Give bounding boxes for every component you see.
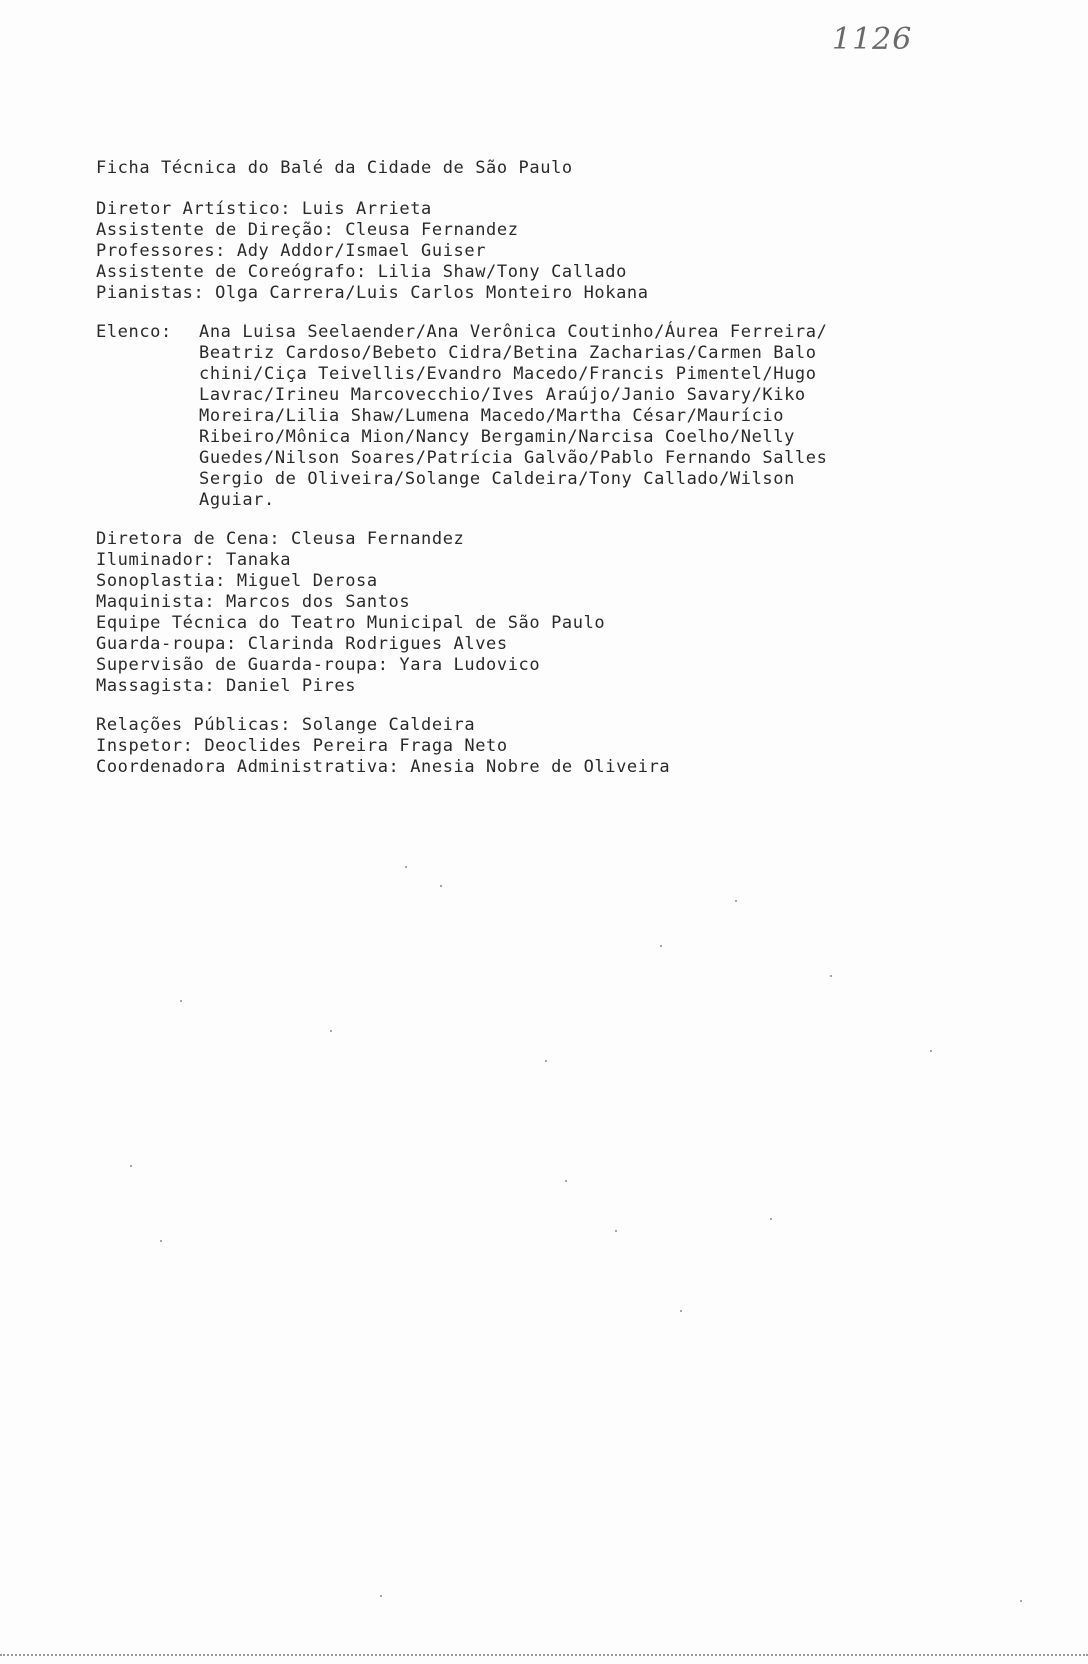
administration-line: Relações Públicas: Solange Caldeira (96, 715, 476, 735)
scan-speck (660, 945, 662, 947)
scan-speck (440, 885, 442, 887)
direction-line: Assistente de Coreógrafo: Lilia Shaw/Tony Callado (96, 262, 627, 282)
direction-line: Assistente de Direção: Cleusa Fernandez (96, 220, 519, 240)
cast-line: Sergio de Oliveira/Solange Caldeira/Tony Callado/Wilson (199, 469, 795, 489)
scan-speck (130, 1165, 132, 1167)
cast-line: Guedes/Nilson Soares/Patrícia Galvão/Pablo Fernando Salles (199, 448, 828, 468)
direction-line: Professores: Ady Addor/Ismael Guiser (96, 241, 487, 261)
scan-speck (565, 1180, 567, 1182)
direction-section (96, 199, 976, 304)
scan-speck (160, 1240, 162, 1242)
handwritten-page-number: 1126 (832, 22, 913, 57)
direction-line: Diretor Artístico: Luis Arrieta (96, 199, 432, 219)
administration-line: Inspetor: Deoclides Pereira Fraga Neto (96, 736, 508, 756)
document-title: Ficha Técnica do Balé da Cidade de São Paulo (96, 158, 573, 178)
technical-line: Maquinista: Marcos dos Santos (96, 592, 411, 612)
cast-list (199, 322, 976, 511)
cast-section (96, 322, 976, 511)
technical-line: Guarda-roupa: Clarinda Rodrigues Alves (96, 634, 508, 654)
technical-line: Diretora de Cena: Cleusa Fernandez (96, 529, 465, 549)
scan-speck (1020, 1600, 1022, 1602)
cast-line: Aguiar. (199, 490, 275, 510)
scan-speck (770, 1218, 772, 1220)
technical-line: Iluminador: Tanaka (96, 550, 292, 570)
cast-line: Ribeiro/Mônica Mion/Nancy Bergamin/Narcisa Coelho/Nelly (199, 427, 795, 447)
document-body (96, 158, 976, 796)
scan-speck (615, 1230, 617, 1232)
cast-line: chini/Ciça Teivellis/Evandro Macedo/Francis Pimentel/Hugo (199, 364, 817, 384)
scan-speck (930, 1050, 932, 1052)
technical-line: Massagista: Daniel Pires (96, 676, 357, 696)
scan-speck (405, 866, 407, 868)
scan-speck (380, 1595, 382, 1597)
scan-speck (680, 1310, 682, 1312)
scan-speck (735, 900, 737, 902)
scan-speck (330, 1030, 332, 1032)
administration-line: Coordenadora Administrativa: Anesia Nobre de Oliveira (96, 757, 671, 777)
scan-bottom-edge (0, 1654, 1088, 1656)
technical-line: Supervisão de Guarda-roupa: Yara Ludovico (96, 655, 541, 675)
direction-line: Pianistas: Olga Carrera/Luis Carlos Monteiro Hokana (96, 283, 649, 303)
technical-line: Equipe Técnica do Teatro Municipal de São Paulo (96, 613, 606, 633)
technical-section (96, 529, 976, 697)
administration-section (96, 715, 976, 778)
cast-line: Moreira/Lilia Shaw/Lumena Macedo/Martha César/Maurício (199, 406, 785, 426)
cast-line: Ana Luisa Seelaender/Ana Verônica Coutinho/Áurea Ferreira/ (199, 322, 828, 342)
technical-line: Sonoplastia: Miguel Derosa (96, 571, 378, 591)
scan-speck (545, 1060, 547, 1062)
cast-line: Lavrac/Irineu Marcovecchio/Ives Araújo/Janio Savary/Kiko (199, 385, 806, 405)
scan-speck (830, 975, 832, 977)
scan-speck (180, 1000, 182, 1002)
cast-line: Beatriz Cardoso/Bebeto Cidra/Betina Zacharias/Carmen Balo (199, 343, 817, 363)
cast-label: Elenco: (96, 322, 172, 342)
